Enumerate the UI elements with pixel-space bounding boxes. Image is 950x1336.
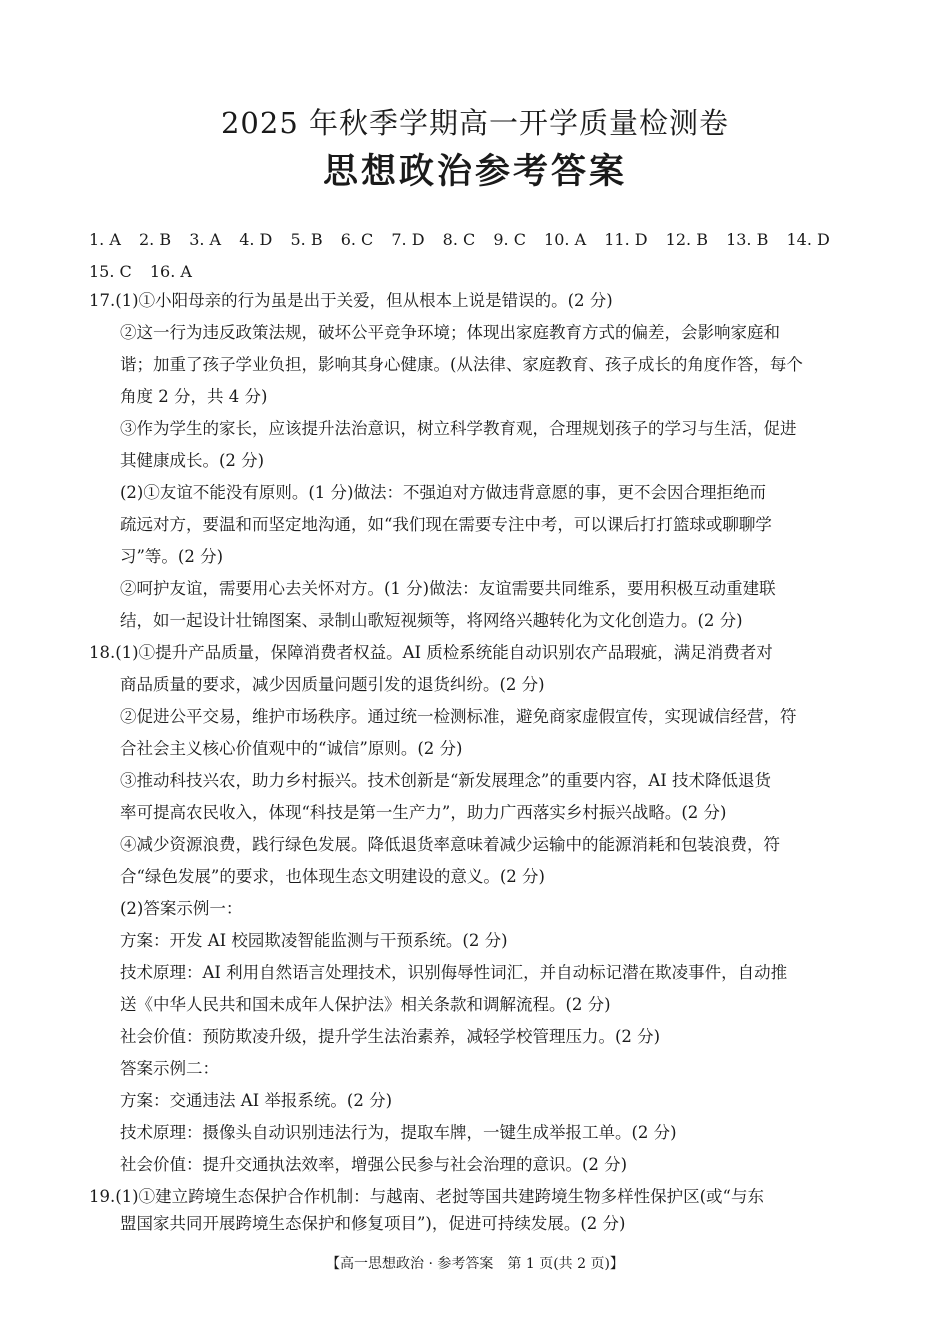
answer-17-line: 其健康成长。(2 分)	[120, 451, 265, 470]
answer-17-line: 17.(1)①小阳母亲的行为虽是出于关爱，但从根本上说是错误的。(2 分)	[89, 291, 613, 310]
choice-answers-row-2	[89, 262, 205, 281]
answer-17-line: ③作为学生的家长，应该提升法治意识，树立科学教育观，合理规划孩子的学习与生活，促进	[120, 419, 797, 438]
choice-answer: 14. D	[786, 230, 830, 249]
answer-18-line: 技术原理：摄像头自动识别违法行为，提取车牌，一键生成举报工单。(2 分)	[120, 1123, 677, 1142]
choice-answer: 6. C	[340, 230, 374, 249]
answer-18-line: ④减少资源浪费，践行绿色发展。降低退货率意味着减少运输中的能源消耗和包装浪费，符	[120, 835, 780, 854]
answer-18-line: 社会价值：预防欺凌升级，提升学生法治素养，减轻学校管理压力。(2 分)	[120, 1027, 661, 1046]
choice-answer: 13. B	[726, 230, 769, 249]
answer-18-line: 方案：开发 AI 校园欺凌智能监测与干预系统。(2 分)	[120, 931, 508, 950]
choice-answer: 11. D	[604, 230, 648, 249]
page-title: 2025 年秋季学期高一开学质量检测卷	[220, 106, 730, 140]
answer-18-line: 送《中华人民共和国未成年人保护法》相关条款和调解流程。(2 分)	[120, 995, 611, 1014]
page-footer: 【高一思想政治 · 参考答案 第 1 页(共 2 页)】	[326, 1256, 624, 1272]
choice-answer: 1. A	[89, 230, 121, 249]
answer-17-line: 疏远对方，要温和而坚定地沟通，如“我们现在需要专注中考，可以课后打打篮球或聊聊学	[120, 515, 772, 534]
answer-18-line: 技术原理：AI 利用自然语言处理技术，识别侮辱性词汇，并自动标记潜在欺凌事件，自动推	[120, 963, 788, 982]
answer-18-line: (2)答案示例一：	[120, 899, 243, 918]
answer-19-line: 19.(1)①建立跨境生态保护合作机制：与越南、老挝等国共建跨境生物多样性保护区(或“与东	[89, 1187, 764, 1206]
answer-18-line: 合社会主义核心价值观中的“诚信”原则。(2 分)	[120, 739, 463, 758]
choice-answer: 16. A	[149, 262, 192, 281]
answer-18-line: ②促进公平交易，维护市场秩序。通过统一检测标准，避免商家虚假宣传，实现诚信经营，符	[120, 707, 797, 726]
choice-answer: 15. C	[89, 262, 132, 281]
answer-18-line: 合“绿色发展”的要求，也体现生态文明建设的意义。(2 分)	[120, 867, 545, 886]
answer-18-line: 18.(1)①提升产品质量，保障消费者权益。AI 质检系统能自动识别农产品瑕疵，满足消费者对	[89, 643, 773, 662]
answer-18-line: ③推动科技兴农，助力乡村振兴。技术创新是“新发展理念”的重要内容，AI 技术降低退货	[120, 771, 772, 790]
answer-17-line: 习”等。(2 分)	[120, 547, 224, 566]
answer-18-line: 方案：交通违法 AI 举报系统。(2 分)	[120, 1091, 393, 1110]
answer-17-line: (2)①友谊不能没有原则。(1 分)做法：不强迫对方做违背意愿的事，更不会因合理拒绝而	[120, 483, 766, 502]
choice-answer: 8. C	[442, 230, 476, 249]
answer-18-line: 答案示例二：	[120, 1059, 219, 1078]
answer-17-line: 角度 2 分，共 4 分)	[120, 387, 268, 406]
choice-answer: 2. B	[139, 230, 172, 249]
answer-18-line: 商品质量的要求，减少因质量问题引发的退货纠纷。(2 分)	[120, 675, 545, 694]
answer-17-line: 结，如一起设计壮锦图案、录制山歌短视频等，将网络兴趣转化为文化创造力。(2 分)	[120, 611, 743, 630]
choice-answers-row-1	[89, 230, 843, 249]
answer-19-line: 盟国家共同开展跨境生态保护和修复项目”)，促进可持续发展。(2 分)	[120, 1214, 626, 1233]
choice-answer: 12. B	[665, 230, 708, 249]
answer-17-line: ②呵护友谊，需要用心去关怀对方。(1 分)做法：友谊需要共同维系，要用积极互动重建联	[120, 579, 776, 598]
answer-17-line: ②这一行为违反政策法规，破坏公平竞争环境；体现出家庭教育方式的偏差，会影响家庭和	[120, 323, 780, 342]
choice-answer: 4. D	[239, 230, 273, 249]
choice-answer: 9. C	[493, 230, 526, 249]
answer-17-line: 谐；加重了孩子学业负担，影响其身心健康。(从法律、家庭教育、孩子成长的角度作答，每个	[120, 355, 803, 374]
choice-answer: 10. A	[544, 230, 587, 249]
answer-18-line: 率可提高农民收入，体现“科技是第一生产力”，助力广西落实乡村振兴战略。(2 分)	[120, 803, 727, 822]
choice-answer: 3. A	[189, 230, 222, 249]
choice-answer: 5. B	[290, 230, 323, 249]
page-subtitle: 思想政治参考答案	[322, 151, 627, 192]
answer-18-line: 社会价值：提升交通执法效率，增强公民参与社会治理的意识。(2 分)	[120, 1155, 628, 1174]
choice-answer: 7. D	[391, 230, 425, 249]
